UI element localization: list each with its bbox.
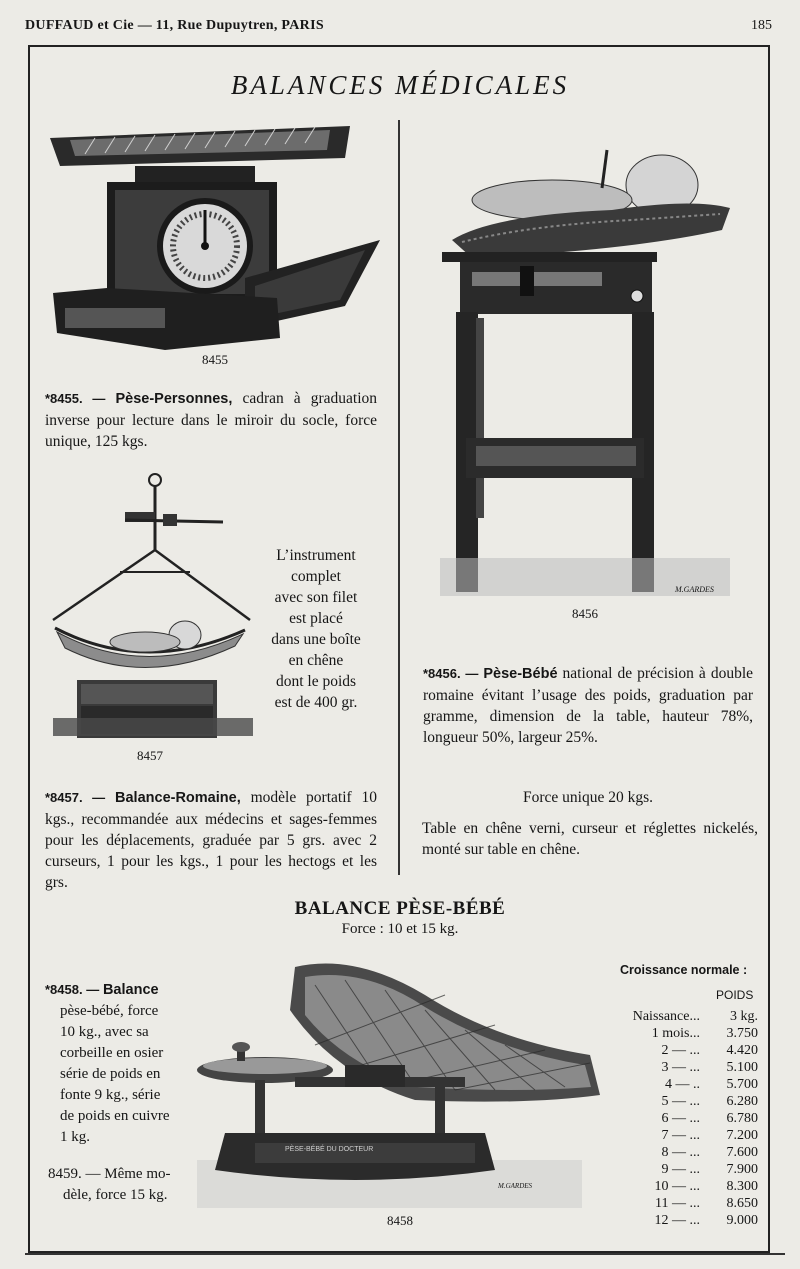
growth-weight: 7.200: [726, 1128, 758, 1143]
item-8458-line: de poids en cuivre: [60, 1108, 170, 1124]
instrument-note: [258, 545, 374, 713]
figure-caption-8456: 8456: [572, 606, 598, 621]
scale-8456-illustration: [432, 140, 742, 605]
item-8458-line: corbeille en osier: [60, 1045, 164, 1061]
instrument-note-line: dans une boîte: [271, 631, 361, 648]
item-8457-name: Balance-Romaine,: [115, 790, 241, 806]
growth-table-title: Croissance normale :: [620, 963, 748, 977]
instrument-note-line: en chêne: [288, 652, 344, 669]
growth-row: [618, 1161, 758, 1178]
growth-age: 11 — ...: [655, 1196, 700, 1211]
growth-age: 9 — ...: [661, 1162, 700, 1177]
growth-row: [618, 1127, 758, 1144]
item-8458-line: 1 kg.: [60, 1129, 90, 1145]
item-8458-name: Balance: [102, 982, 159, 998]
item-8458-line: série de poids en: [60, 1066, 161, 1082]
page-title: BALANCES MÉDICALES: [230, 70, 570, 100]
item-8456-table: Table en chêne verni, curseur et réglettes nickelés, monté sur table en chêne.: [422, 820, 758, 858]
instrument-note-line: avec son filet: [274, 589, 358, 606]
growth-weight: 7.900: [726, 1162, 758, 1177]
item-8458-text: [45, 979, 187, 1148]
growth-age: Naissance...: [632, 1009, 700, 1024]
growth-row: [618, 1212, 758, 1229]
scale-8455-illustration: [45, 118, 385, 358]
item-8458-line: pèse-bébé, force: [60, 1003, 159, 1019]
growth-age: 4 — ..: [665, 1077, 700, 1092]
item-8455-number: *8455. —: [45, 391, 106, 406]
scale-8458-illustration: [195, 955, 605, 1210]
growth-weight: 3.750: [726, 1026, 758, 1041]
item-8455-name: Pèse-Personnes,: [115, 391, 233, 407]
item-8455-description: cadran à graduation inverse pour lecture dans le miroir du socle, force unique, 125 kgs.: [45, 390, 378, 450]
item-8458-line: fonte 9 kg., série: [60, 1087, 161, 1103]
growth-weight: 3 kg.: [730, 1009, 758, 1024]
section-title: BALANCE PÈSE-BÉBÉ: [294, 898, 506, 919]
growth-age: 2 — ...: [661, 1043, 700, 1058]
growth-weight: 4.420: [726, 1043, 758, 1058]
item-8457-number: *8457. —: [45, 790, 106, 805]
growth-weight: 8.650: [726, 1196, 758, 1211]
growth-weight: 9.000: [726, 1213, 758, 1228]
item-8456-description: national de précision à double romaine évitant l’usage des poids, graduation par gramme, dimension de la table, hauteur 78%, longueur 50%, largeur 25%.: [423, 665, 754, 746]
growth-age: 7 — ...: [661, 1128, 700, 1143]
growth-row: [618, 1059, 758, 1076]
growth-weight: 5.700: [726, 1077, 758, 1092]
illustrator-signature-8458: M.GARDES: [498, 1182, 533, 1190]
growth-table: [618, 1008, 758, 1233]
figure-caption-8458: 8458: [387, 1213, 413, 1228]
page-number: 185: [751, 18, 772, 33]
scale-8457-illustration: [45, 470, 265, 750]
growth-row: [618, 1008, 758, 1025]
growth-age: 12 — ...: [654, 1213, 700, 1228]
section-subtitle: Force : 10 et 15 kg.: [341, 921, 459, 937]
item-8456-text: [423, 663, 753, 748]
growth-weight: 6.780: [726, 1111, 758, 1126]
growth-row: [618, 1093, 758, 1110]
item-8455-text: [45, 388, 377, 452]
growth-weight: 7.600: [726, 1145, 758, 1160]
instrument-note-line: L’instrument: [276, 547, 356, 564]
item-8459-line: dèle, force 15 kg.: [63, 1187, 168, 1203]
item-8459-text: [48, 1164, 190, 1206]
growth-age: 1 mois...: [651, 1026, 700, 1041]
growth-row: [618, 1178, 758, 1195]
item-8456-force: Force unique 20 kgs.: [522, 789, 653, 806]
growth-row: [618, 1144, 758, 1161]
growth-row: [618, 1195, 758, 1212]
growth-row: [618, 1076, 758, 1093]
growth-age: 10 — ...: [654, 1179, 700, 1194]
item-8458-line: 10 kg., avec sa: [60, 1024, 149, 1040]
growth-weight: 8.300: [726, 1179, 758, 1194]
instrument-note-line: est de 400 gr.: [274, 694, 358, 711]
instrument-note-line: dont le poids: [275, 673, 357, 690]
instrument-note-line: est placé: [289, 610, 343, 627]
growth-table-subtitle: POIDS: [716, 988, 754, 1002]
growth-row: [618, 1042, 758, 1059]
item-8457-text: [45, 787, 377, 893]
column-divider: [398, 120, 400, 875]
item-8457-description: modèle portatif 10 kgs., recommandée aux médecins et sages-femmes pour les déplacements, graduée par 5 grs. avec 2 curseurs, 1 pour les kgs., 1 pour les hectogs et les grs.: [45, 789, 378, 891]
growth-age: 3 — ...: [661, 1060, 700, 1075]
item-8456-number: *8456. —: [423, 666, 479, 681]
instrument-note-line: complet: [291, 568, 341, 585]
item-8459-line: 8459. — Même mo-: [48, 1166, 171, 1182]
item-8456-name: Pèse-Bébé: [483, 666, 558, 682]
growth-age: 8 — ...: [661, 1145, 700, 1160]
growth-row: [618, 1025, 758, 1042]
growth-weight: 5.100: [726, 1060, 758, 1075]
scale-base-inscription: PÈSE-BÉBÉ DU DOCTEUR: [285, 1146, 374, 1153]
illustrator-signature-8456: M.GARDES: [675, 585, 714, 594]
figure-caption-8457: 8457: [137, 748, 163, 763]
figure-caption-8455: 8455: [202, 352, 228, 367]
bottom-rule: [25, 1253, 785, 1255]
running-header: DUFFAUD et Cie — 11, Rue Dupuytren, PARIS: [25, 18, 324, 33]
growth-row: [618, 1110, 758, 1127]
growth-age: 6 — ...: [661, 1111, 700, 1126]
item-8458-number: *8458. —: [45, 982, 100, 997]
growth-weight: 6.280: [726, 1094, 758, 1109]
growth-age: 5 — ...: [661, 1094, 700, 1109]
